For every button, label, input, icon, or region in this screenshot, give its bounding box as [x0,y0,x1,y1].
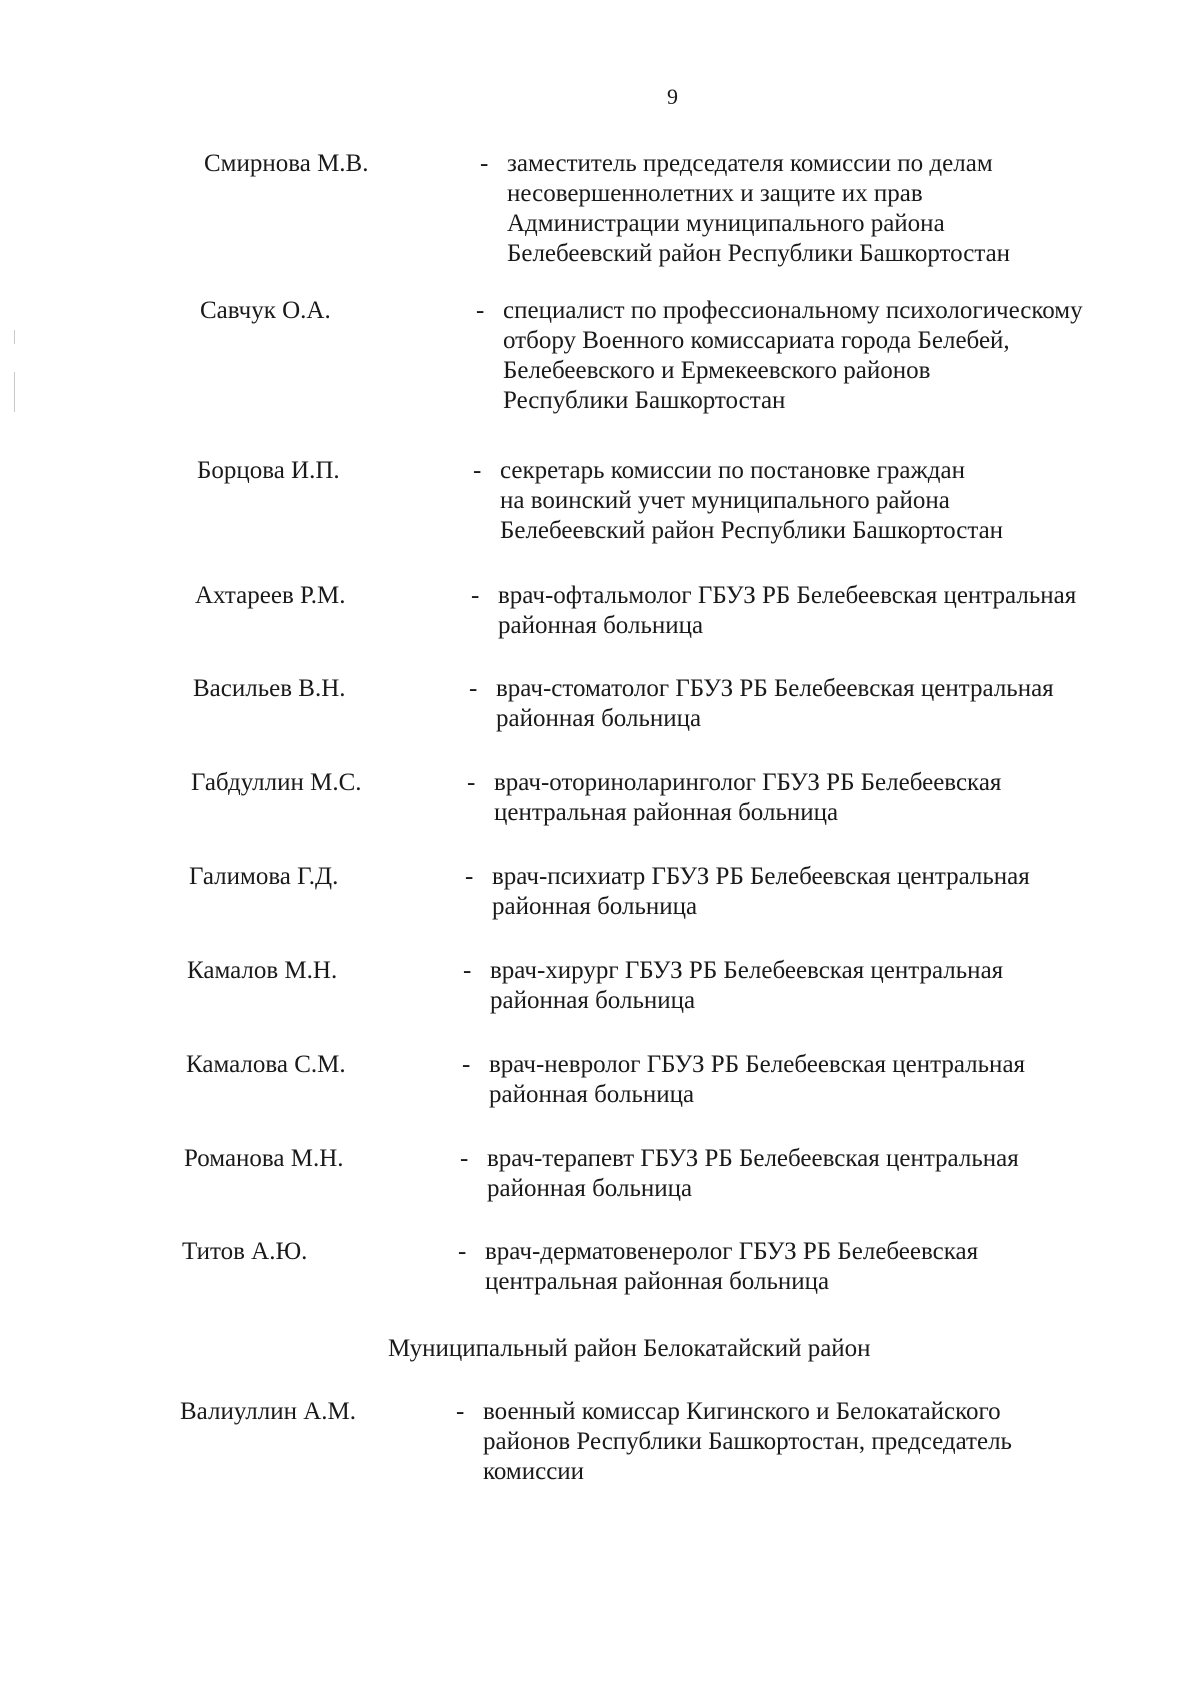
member-description: врач-стоматолог ГБУЗ РБ Белебеевская центральная районная больница [496,675,1054,732]
dash-separator: - [462,1051,471,1078]
member-description: специалист по профессиональному психологическому отбору Военного комиссариата города Белебей, Белебеевского и Ермекеевского районов Республики Башкортостан [503,297,1083,414]
member-description: секретарь комиссии по постановке граждан на воинский учет муниципального района Белебеевский район Республики Башкортостан [500,457,1004,544]
member-entry [186,1050,1146,1120]
page-number: 9 [667,84,678,109]
member-name: Габдуллин М.С. [191,769,362,796]
member-description: врач-психиатр ГБУЗ РБ Белебеевская центральная районная больница [492,863,1030,920]
member-description: заместитель председателя комиссии по делам несовершеннолетних и защите их прав Администрации муниципального района Белебеевский район Республики Башкортостан [507,150,1011,267]
member-name: Васильев В.Н. [193,675,346,702]
member-name: Галимова Г.Д. [189,863,339,890]
scan-artifact [14,330,15,344]
dash-separator: - [460,1145,469,1172]
scan-artifact [14,372,15,412]
member-name: Савчук О.А. [200,297,331,324]
dash-separator: - [473,457,482,484]
member-entry [193,674,1153,744]
member-name: Камалова С.М. [186,1051,346,1078]
dash-separator: - [469,675,478,702]
member-entry [195,581,1155,651]
member-entry [200,296,1160,426]
member-description: врач-дерматовенеролог ГБУЗ РБ Белебеевская центральная районная больница [485,1238,979,1295]
member-name: Титов А.Ю. [182,1238,308,1265]
member-name: Камалов М.Н. [187,957,338,984]
dash-separator: - [467,769,476,796]
dash-separator: - [463,957,472,984]
dash-separator: - [456,1398,465,1425]
member-description: врач-хирург ГБУЗ РБ Белебеевская центральная районная больница [490,957,1004,1014]
member-name: Валиуллин А.М. [180,1398,356,1425]
member-entry [180,1397,1140,1497]
member-entry [187,956,1147,1026]
member-description: военный комиссар Кигинского и Белокатайского районов Республики Башкортостан, председатель комиссии [483,1398,1012,1485]
dash-separator: - [476,297,485,324]
dash-separator: - [471,582,480,609]
member-name: Смирнова М.В. [204,150,369,177]
member-entry [189,862,1149,932]
member-description: врач-невролог ГБУЗ РБ Белебеевская центральная районная больница [489,1051,1026,1108]
member-entry [204,149,1164,279]
member-description: врач-офтальмолог ГБУЗ РБ Белебеевская центральная районная больница [498,582,1077,639]
member-name: Романова М.Н. [184,1145,344,1172]
dash-separator: - [480,150,489,177]
member-entry [182,1237,1142,1307]
member-entry [191,768,1151,838]
dash-separator: - [458,1238,467,1265]
member-entry [184,1144,1144,1214]
dash-separator: - [465,863,474,890]
member-name: Ахтареев Р.М. [195,582,346,609]
member-entry [197,456,1157,556]
member-description: врач-оториноларинголог ГБУЗ РБ Белебеевская центральная районная больница [494,769,1002,826]
section-heading: Муниципальный район Белокатайский район [388,1335,871,1362]
member-description: врач-терапевт ГБУЗ РБ Белебеевская центральная районная больница [487,1145,1019,1202]
member-name: Борцова И.П. [197,457,340,484]
